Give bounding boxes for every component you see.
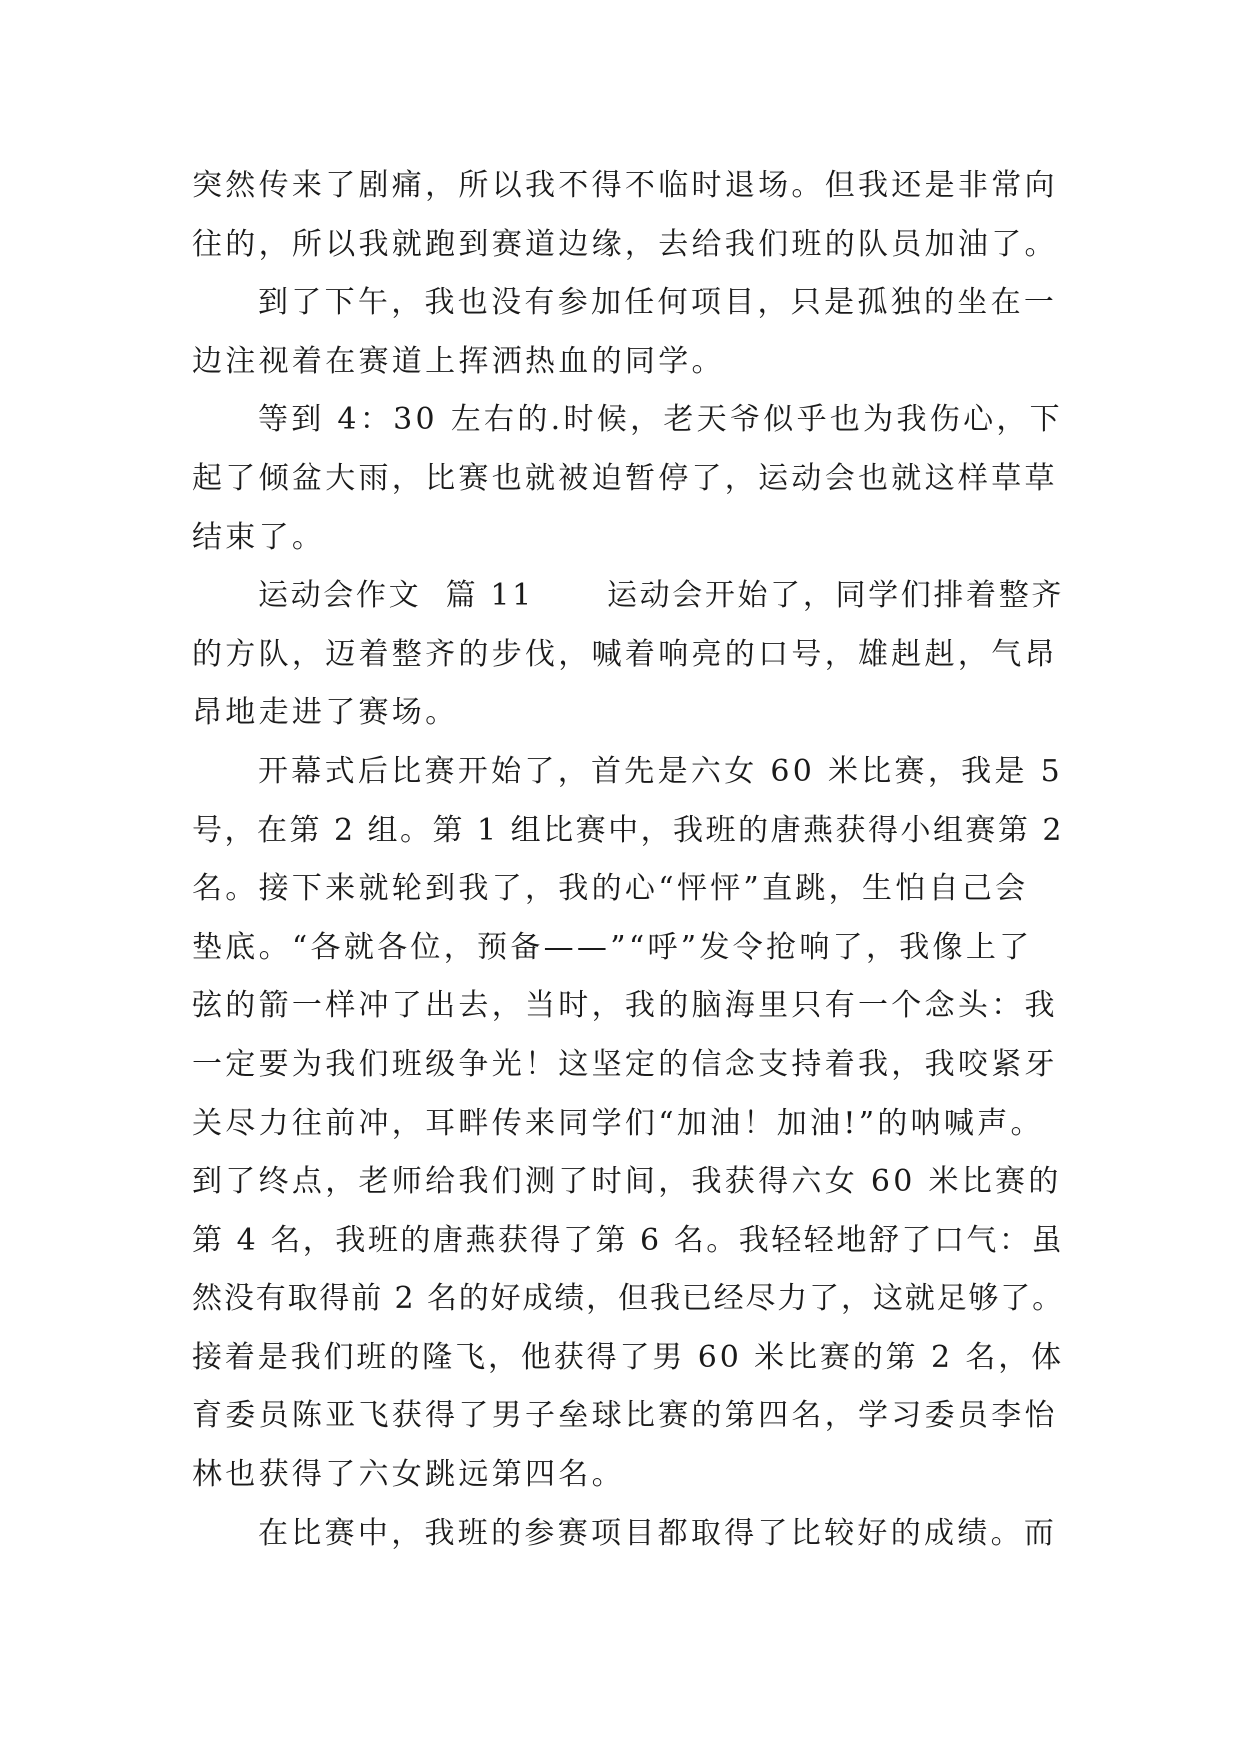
text-line: 然没有取得前 2 名的好成绩，但我已经尽力了，这就足够了。 [192,1281,1064,1317]
text-line: 在比赛中，我班的参赛项目都取得了比较好的成绩。而 [258,1515,1058,1551]
text-line: 边注视着在赛道上挥洒热血的同学。 [192,343,725,379]
text-line: 往的，所以我就跑到赛道边缘，去给我们班的队员加油了。 [192,226,1058,262]
text-line: 开幕式后比赛开始了，首先是六女 60 米比赛，我是 5 [258,753,1063,789]
essay-text [192,157,1064,1563]
text-line: 接着是我们班的隆飞，他获得了男 60 米比赛的第 2 名，体 [192,1339,1064,1375]
text-line: 等到 4：30 左右的.时候，老天爷似乎也为我伤心，下 [258,402,1063,438]
text-line: 到了终点，老师给我们测了时间，我获得六女 60 米比赛的 [192,1164,1062,1200]
text-line: 名。接下来就轮到我了，我的心“怦怦”直跳，生怕自己会 [192,871,1029,907]
text-line: 垫底。“各就各位，预备——”“呼”发令抢响了，我像上了 [192,929,1033,965]
section-heading-line: 运动会作文 篇 11 运动会开始了，同学们排着整齐 [258,578,1064,614]
text-line: 的方队，迈着整齐的步伐，喊着响亮的口号，雄赳赳，气昂 [192,636,1058,672]
text-line: 号，在第 2 组。第 1 组比赛中，我班的唐燕获得小组赛第 2 [192,812,1064,848]
text-line: 起了倾盆大雨，比赛也就被迫暂停了，运动会也就这样草草 [192,460,1058,496]
text-line: 林也获得了六女跳远第四名。 [192,1457,625,1493]
text-line: 育委员陈亚飞获得了男子垒球比赛的第四名，学习委员李怡 [192,1398,1058,1434]
text-line: 第 4 名，我班的唐燕获得了第 6 名。我轻轻地舒了口气：虽 [192,1222,1064,1258]
text-line: 昂地走进了赛场。 [192,695,459,731]
text-line: 结束了。 [192,519,326,555]
text-line: 弦的箭一样冲了出去，当时，我的脑海里只有一个念头：我 [192,988,1058,1024]
text-line: 关尽力往前冲，耳畔传来同学们“加油！加油!”的呐喊声。 [192,1105,1044,1141]
text-line: 到了下午，我也没有参加任何项目，只是孤独的坐在一 [258,285,1058,321]
text-line: 一定要为我们班级争光！这坚定的信念支持着我，我咬紧牙 [192,1046,1058,1082]
text-line: 突然传来了剧痛，所以我不得不临时退场。但我还是非常向 [192,168,1058,203]
